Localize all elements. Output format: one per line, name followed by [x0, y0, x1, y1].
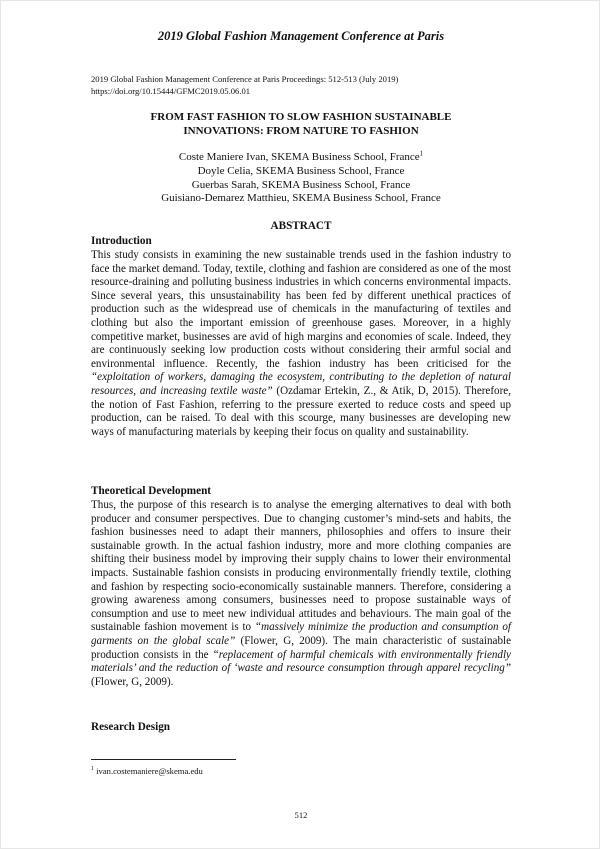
author-4: Guisiano-Demarez Matthieu, SKEMA Business School, France	[161, 192, 441, 205]
introduction-heading: Introduction	[91, 235, 152, 247]
author-list	[91, 151, 511, 206]
footnote-mark: 1	[91, 766, 94, 773]
author-2: Doyle Celia, SKEMA Business School, France	[197, 164, 405, 177]
theoretical-quote-1: “massively minimize the production and consumption of garments on the global scale”	[91, 621, 511, 647]
proceedings-line: 2019 Global Fashion Management Conference at Paris Proceedings: 512-513 (July 2019)	[91, 74, 399, 84]
theoretical-text-3: (Flower, G, 2009).	[91, 675, 174, 688]
abstract-heading: ABSTRACT	[270, 220, 332, 232]
paper-title	[91, 110, 511, 138]
page-number: 512	[294, 810, 308, 820]
theoretical-text-2: (Flower, G, 2009). The main characteristic of sustainable production consists in the	[91, 634, 511, 661]
footnote-email[interactable]: ivan.costemaniere@skema.edu	[94, 766, 203, 776]
theoretical-development-heading: Theoretical Development	[91, 485, 212, 497]
introduction-quote-1: “exploitation of workers, damaging the ecosystem, contributing to the depletion of natural resources, and increasing textile waste”	[91, 371, 511, 397]
research-design-heading: Research Design	[91, 721, 171, 733]
author-1	[91, 151, 511, 165]
author-1-footnote-mark: 1	[419, 149, 424, 158]
theoretical-development-paragraph	[91, 499, 511, 689]
footnote	[91, 766, 203, 776]
title-line-1: FROM FAST FASHION TO SLOW FASHION SUSTAINABLE	[150, 111, 452, 123]
introduction-text-2: (Ozdamar Ertekin, Z., & Atik, D, 2015). Therefore, the notion of Fast Fashion, referring to the pressure exerted to reduce costs and speed up production, can be raised. To deal with this scourge, many businesses are developing new ways of manufacturing materials by keeping their focus on quality and sustainability.	[91, 384, 511, 438]
theoretical-text-1: Thus, the purpose of this research is to analyse the emerging alternatives to deal with both producer and consumer perspectives. Due to changing customer’s mind-sets and habits, the fashion businesses need to adapt their manners, philosophies and offers to insure their sustainable growth. In the actual fashion industry, more and more clothing companies are shifting their business model by improving their supply chains to lower their environmental impacts. Sustainable fashion consists in producing environmentally friendly textile, clothing and fashion by respecting socio-economically sustainable manners. Therefore, considering a growing awareness among consumers, businesses need to propose sustainable ways of consumption and use to meet new individual attitudes and behaviours. The main goal of the sustainable fashion movement is to	[91, 499, 511, 634]
title-line-2: INNOVATIONS: FROM NATURE TO FASHION	[183, 125, 419, 137]
introduction-text-1: This study consists in examining the new sustainable trends used in the fashion industry to face the market demand. Today, textile, clothing and fashion are considered as one of the most resource-draining and polluting business industries in which concerns environmental impacts. Since several years, this unsustainability has been fed by different unethical practices of production such as the widespread use of chemicals in the manufacturing of textiles and clothing but also the important emission of greenhouse gases. Moreover, in a highly competitive market, businesses are avid of high margins and economies of scale. Indeed, they are continuously seeking low production costs without considering their armful social and environmental influence. Recently, the fashion industry has been criticised for the	[91, 249, 511, 370]
conference-header: 2019 Global Fashion Management Conference at Paris	[157, 29, 445, 43]
footnote-divider	[91, 759, 236, 760]
doi-link[interactable]: https://doi.org/10.15444/GFMC2019.05.06.01	[91, 85, 251, 96]
introduction-paragraph	[91, 249, 511, 439]
author-3: Guerbas Sarah, SKEMA Business School, France	[191, 178, 411, 191]
theoretical-quote-2: “replacement of harmful chemicals with environmentally friendly materials’ and the reduction of ‘waste and resource consumption through apparel recycling”	[91, 648, 511, 675]
publication-meta	[91, 74, 398, 97]
author-1-text: Coste Maniere Ivan, SKEMA Business School, France	[178, 151, 420, 163]
